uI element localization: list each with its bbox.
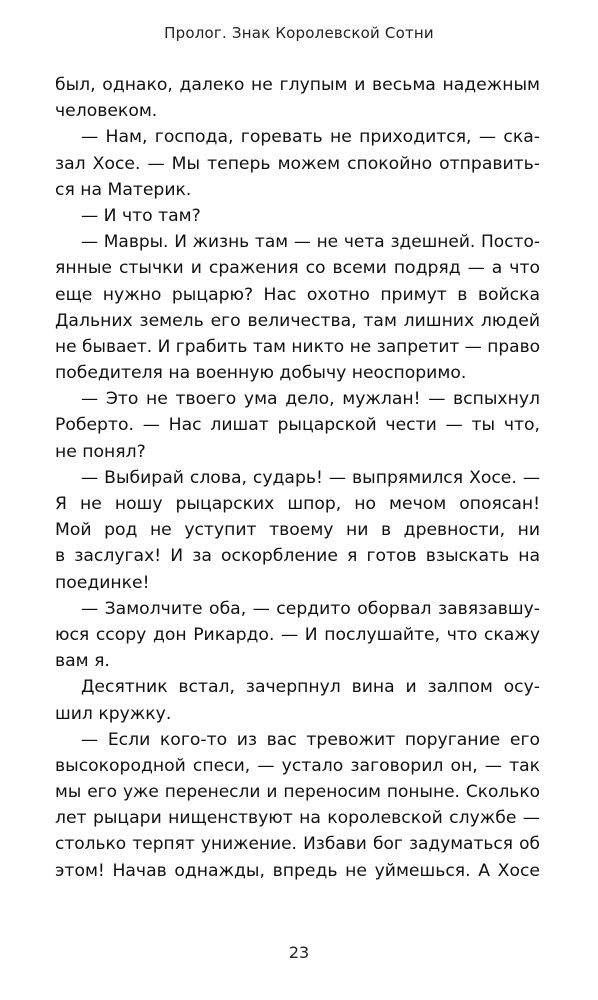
text-line: Мой род не уступит твоему ни в древности, ни — [55, 520, 540, 541]
text-line: Роберто. — Нас лишат рыцарской чести — ты что, — [55, 415, 540, 436]
text-line: юся ссору дон Рикардо. — И послушайте, что скажу — [55, 624, 540, 645]
text-line: Десятник встал, зачерпнул вина и залпом осу- — [81, 677, 540, 698]
text-line: был, однако, далеко не глупым и весьма надежным — [55, 75, 540, 95]
text-line: — Нам, господа, горевать не приходится, — ска- — [81, 127, 540, 148]
text-line: этом! Начав однажды, впредь не уймешься. А Хосе — [55, 860, 540, 881]
text-line: — Замолчите оба, — сердито оборвал завязавшу- — [81, 598, 540, 619]
text-line: не бывает. И грабить там никто не запретит — право — [55, 336, 540, 357]
text-line: мы его уже перенесли и переносим поныне. Сколько — [55, 782, 540, 803]
text-line: столько терпят унижение. Избави бог задуматься об — [55, 834, 540, 855]
text-line: высокородной спеси, — устало заговорил он, — так — [55, 755, 540, 776]
text-line: победителя на военную добычу неоспоримо. — [55, 363, 467, 384]
text-line: — Если кого-то из вас тревожит поругание его — [81, 729, 540, 750]
text-line: янные стычки и сражения со всеми подряд — а что — [55, 258, 540, 279]
text-line: шил кружку. — [55, 703, 172, 724]
text-line: — Выбирай слова, сударь! — выпрямился Хосе. — — [81, 467, 540, 488]
text-line: в заслугах! И за оскорбление я готов взыскать на — [55, 546, 540, 567]
text-line: человеком. — [55, 101, 158, 122]
text-line: ся на Материк. — [55, 179, 192, 200]
text-line: — Мавры. И жизнь там — не чета здешней. Посто- — [81, 232, 540, 253]
text-line: зал Хосе. — Мы теперь можем спокойно отправить- — [55, 153, 540, 174]
text-line: лет рыцари нищенствуют на королевской службе — — [55, 808, 540, 829]
text-line: — Это не твоего ума дело, мужлан! — вспыхнул — [81, 389, 540, 410]
text-line: — И что там? — [81, 205, 201, 226]
running-head: Пролог. Знак Королевской Сотни — [164, 24, 434, 42]
text-line: поединке! — [55, 572, 150, 593]
body-text — [55, 72, 540, 884]
text-line: вам я. — [55, 651, 110, 672]
text-line: не понял? — [55, 441, 146, 462]
text-line: Дальних земель его величества, там лишних людей — [55, 310, 540, 331]
page-number: 23 — [288, 943, 310, 962]
text-line: еще нужно рыцарю? Нас охотно примут в войска — [55, 284, 540, 305]
text-line: Я не ношу рыцарских шпор, но мечом опоясан! — [55, 494, 540, 514]
